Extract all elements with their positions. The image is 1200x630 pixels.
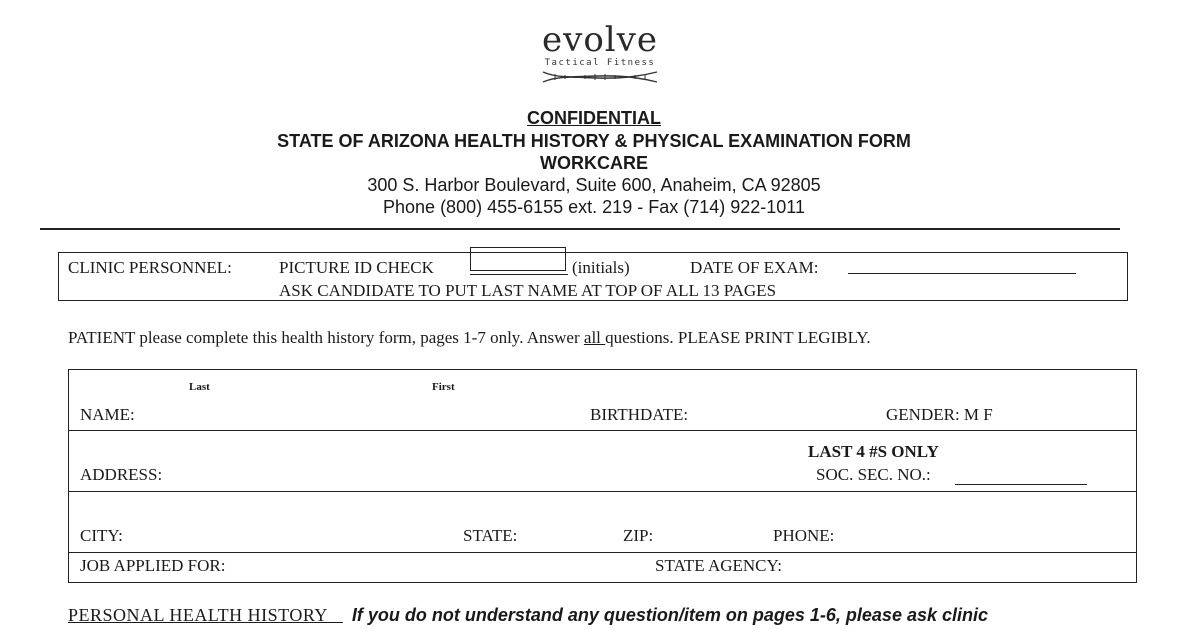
table-row-divider [68,491,1137,492]
evolve-logo [530,22,670,84]
confidential-heading: CONFIDENTIAL [527,108,661,128]
heading-underline-tail [328,605,343,625]
picture-id-check-label: PICTURE ID CHECK [279,258,434,277]
last-name-hint: Last [189,381,210,393]
address-field-label: ADDRESS: [80,465,163,484]
state-agency-label: STATE AGENCY: [655,556,782,575]
name-field-label: NAME: [80,405,135,424]
gender-field-label: GENDER: M F [886,405,993,424]
dna-helix-icon [541,70,659,84]
health-history-line [68,605,988,626]
zip-field-label: ZIP: [623,526,654,545]
initials-label: (initials) [572,258,630,277]
date-of-exam-label: DATE OF EXAM: [690,258,819,277]
instructions-after: questions. PLEASE PRINT LEGIBLY. [605,328,871,347]
health-history-heading: PERSONAL HEALTH HISTORY [68,605,328,625]
organization-address: 300 S. Harbor Boulevard, Suite 600, Anaheim, CA 92805 [367,175,821,195]
initials-input-box[interactable] [470,247,566,271]
ssn-last4-note: LAST 4 #S ONLY [808,442,939,461]
logo-brand-text: evolve [541,20,658,60]
logo-tagline: Tactical Fitness [544,58,656,68]
header-divider [40,228,1120,230]
organization-name: WORKCARE [540,153,648,173]
job-applied-label: JOB APPLIED FOR: [80,556,226,575]
form-title: STATE OF ARIZONA HEALTH HISTORY & PHYSICAL EXAMINATION FORM [277,131,911,151]
patient-info-table [68,369,1137,583]
instructions-emphasis: all [583,328,606,347]
patient-instructions [68,328,871,348]
phone-field-label: PHONE: [773,526,835,545]
clinic-personnel-label: CLINIC PERSONNEL: [68,258,232,277]
instructions-before: PATIENT please complete this health history form, pages 1-7 only. Answer [68,328,584,347]
table-row-divider [68,552,1137,553]
health-history-instruction: If you do not understand any question/item on pages 1-6, please ask clinic [351,605,989,625]
ask-candidate-note: ASK CANDIDATE TO PUT LAST NAME AT TOP OF ALL 13 PAGES [279,281,777,300]
table-row-divider [68,430,1137,431]
city-field-label: CITY: [80,526,123,545]
ssn-input-line[interactable] [955,484,1087,485]
ssn-field-label: SOC. SEC. NO.: [816,465,931,484]
birthdate-field-label: BIRTHDATE: [590,405,689,424]
organization-phone: Phone (800) 455-6155 ext. 219 - Fax (714) 922-1011 [383,197,805,217]
initials-underline [470,274,568,275]
date-of-exam-field[interactable] [848,273,1076,274]
state-field-label: STATE: [463,526,518,545]
first-name-hint: First [432,381,455,393]
